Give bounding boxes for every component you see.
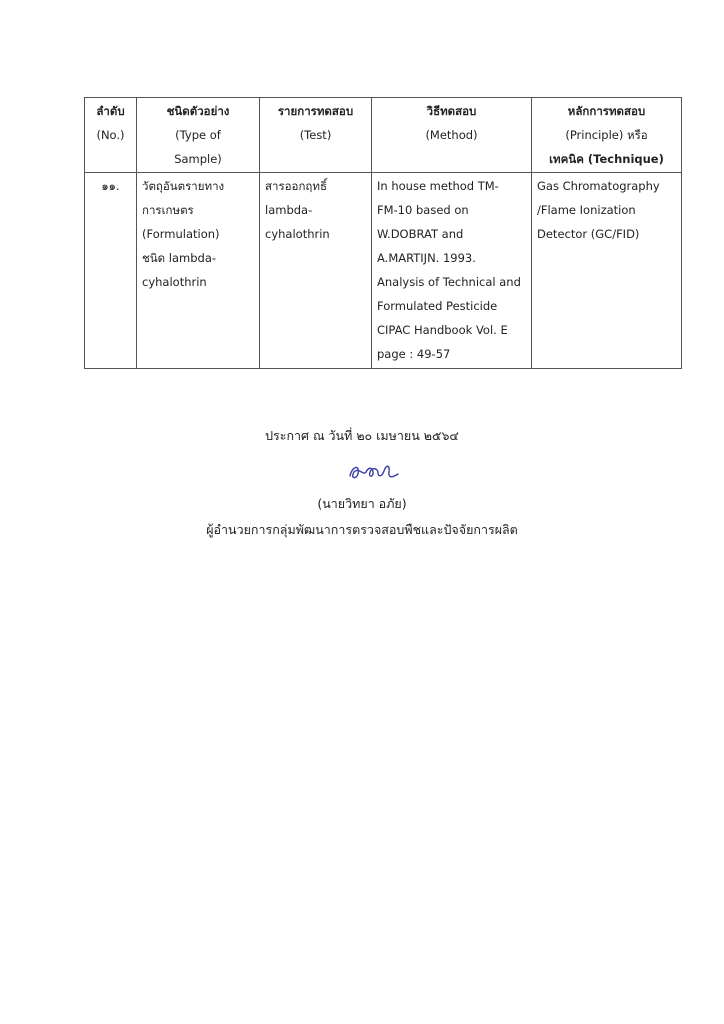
cell-line: วัตถุอันตรายทาง xyxy=(142,179,225,193)
cell-line: FM-10 based on xyxy=(377,203,469,217)
cell-sample-type xyxy=(137,173,260,369)
header-line: รายการทดสอบ xyxy=(277,104,354,118)
cell-line: page : 49-57 xyxy=(377,347,451,361)
cell-line: A.MARTIJN. 1993. xyxy=(377,251,476,265)
cell-line: (Formulation) xyxy=(142,227,220,241)
cell-line: สารออกฤทธิ์ xyxy=(265,179,327,193)
header-line: (Method) xyxy=(425,128,478,142)
cell-line: Formulated Pesticide xyxy=(377,299,498,313)
header-line: (No.) xyxy=(96,128,125,142)
cell-line: ๑๑. xyxy=(101,179,120,193)
cell-line: In house method TM- xyxy=(377,179,499,193)
header-method xyxy=(372,98,532,173)
table-header-row xyxy=(85,98,682,173)
cell-line: cyhalothrin xyxy=(265,227,330,241)
cell-method xyxy=(372,173,532,369)
cell-line: Gas Chromatography xyxy=(537,179,660,193)
cell-principle xyxy=(532,173,682,369)
header-line: (Principle) หรือ xyxy=(565,128,648,142)
header-line: (Type of xyxy=(175,128,221,142)
header-no xyxy=(85,98,137,173)
cell-line: W.DOBRAT and xyxy=(377,227,464,241)
signature-stroke xyxy=(350,466,398,477)
header-principle xyxy=(532,98,682,173)
header-line: Sample) xyxy=(174,152,222,166)
header-line: (Test) xyxy=(299,128,332,142)
header-test xyxy=(260,98,372,173)
signer-name: (นายวิทยา อภัย) xyxy=(317,496,407,511)
signer-title: ผู้อำนวยการกลุ่มพัฒนาการตรวจสอบพืชและปัจจัยการผลิต xyxy=(206,522,518,537)
cell-line: การเกษตร xyxy=(142,203,194,217)
cell-line: Detector (GC/FID) xyxy=(537,227,640,241)
cell-line: cyhalothrin xyxy=(142,275,207,289)
header-line: ชนิดตัวอย่าง xyxy=(166,104,230,118)
cell-line: Analysis of Technical and xyxy=(377,275,521,289)
cell-line: ชนิด lambda- xyxy=(142,251,217,265)
cell-no xyxy=(85,173,137,369)
announcement-date: ประกาศ ณ วันที่ ๒๐ เมษายน ๒๕๖๔ xyxy=(265,428,459,443)
test-scope-table xyxy=(84,97,682,369)
header-line: วิธีทดสอบ xyxy=(426,104,477,118)
cell-line: lambda- xyxy=(265,203,313,217)
header-line: หลักการทดสอบ xyxy=(567,104,646,118)
header-line: ลำดับ xyxy=(96,104,125,118)
signature-image xyxy=(346,458,402,486)
cell-line: /Flame Ionization xyxy=(537,203,636,217)
table-row xyxy=(85,173,682,369)
cell-test xyxy=(260,173,372,369)
header-sample-type xyxy=(137,98,260,173)
header-line: เทคนิค (Technique) xyxy=(549,152,664,166)
cell-line: CIPAC Handbook Vol. E xyxy=(377,323,508,337)
